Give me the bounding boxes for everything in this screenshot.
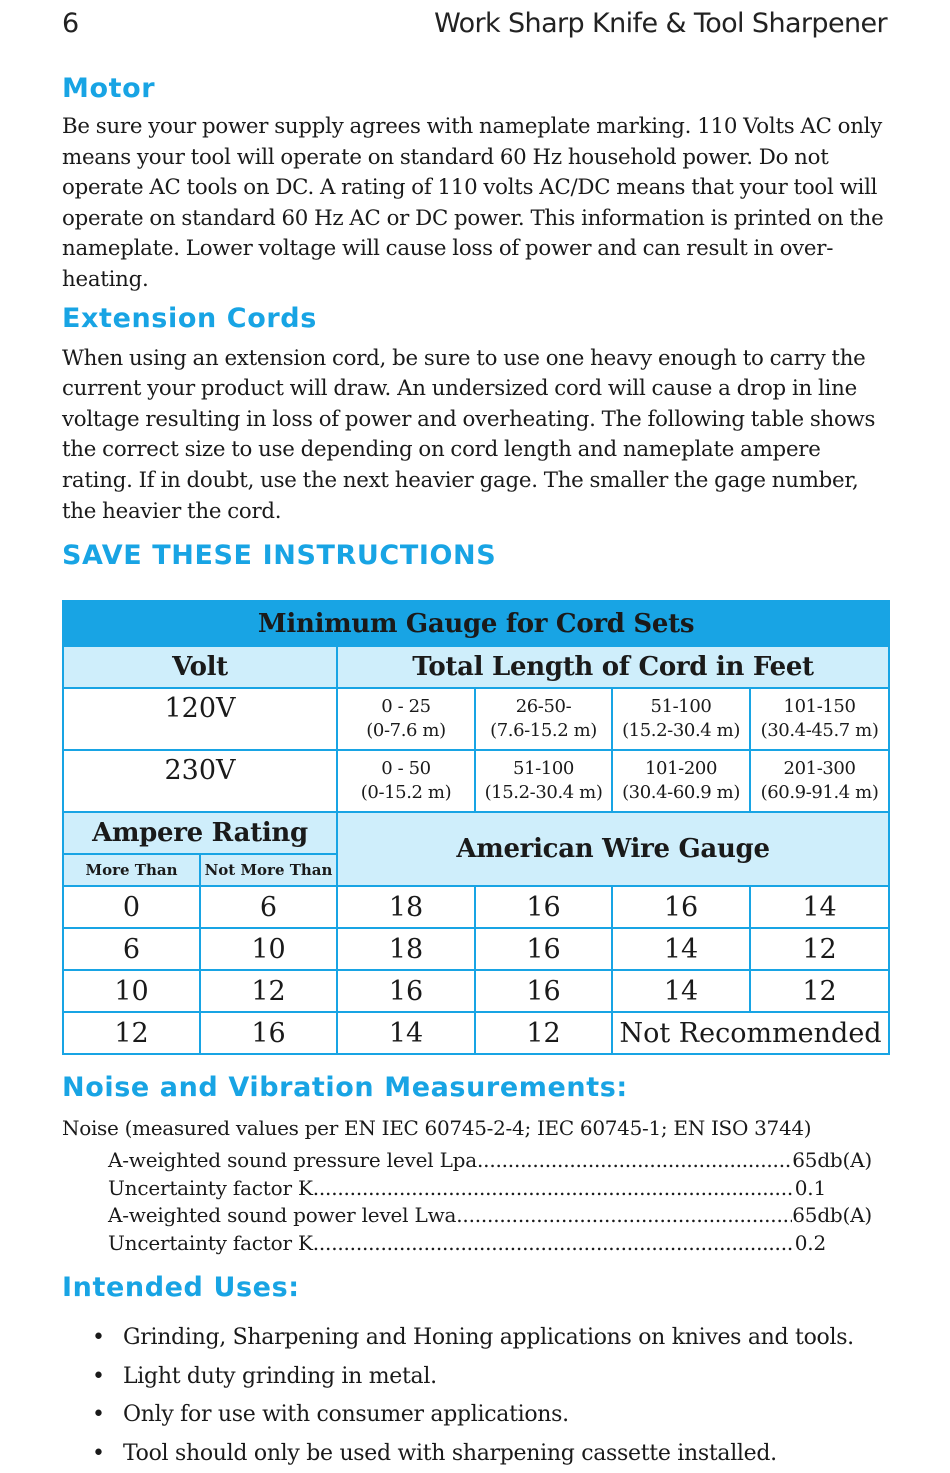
noise-intro: Noise (measured values per EN IEC 60745-2-4; IEC 60745-1; EN ISO 3744) xyxy=(62,1116,812,1141)
table-row xyxy=(63,886,889,928)
list-item xyxy=(62,1319,892,1358)
bullet-icon: • xyxy=(92,1325,105,1351)
page-header xyxy=(62,8,887,48)
list-item-text: Light duty grinding in metal. xyxy=(123,1363,437,1389)
list-item-text: Only for use with consumer applications. xyxy=(123,1402,569,1428)
measurement-row xyxy=(108,1202,872,1230)
list-item xyxy=(62,1396,892,1435)
gauge-cell: 14 xyxy=(337,1012,475,1054)
measurement-row xyxy=(108,1230,826,1258)
length-feet: 51-100 xyxy=(650,696,712,718)
length-header: Total Length of Cord in Feet xyxy=(337,646,889,688)
dot-leader xyxy=(313,1175,795,1203)
gauge-cell: 14 xyxy=(750,886,889,928)
gauge-cell: 18 xyxy=(337,928,475,970)
length-cell xyxy=(750,688,889,750)
more-than-cell: 10 xyxy=(63,970,200,1012)
list-item xyxy=(62,1358,892,1397)
measurement-value: 0.1 xyxy=(794,1175,826,1200)
length-feet: 201-300 xyxy=(783,758,856,780)
dot-leader xyxy=(477,1147,792,1175)
measurement-value: 0.2 xyxy=(794,1230,826,1255)
gauge-cell: 12 xyxy=(475,1012,612,1054)
not-more-than-cell: 6 xyxy=(200,886,337,928)
length-meters: (0-7.6 m) xyxy=(366,720,446,742)
measurement-value: 65db(A) xyxy=(792,1203,872,1228)
table-row xyxy=(63,1012,889,1054)
awg-header: American Wire Gauge xyxy=(337,812,889,886)
measurement-label: Uncertainty factor K xyxy=(108,1230,313,1255)
length-meters: (7.6-15.2 m) xyxy=(490,720,597,742)
motor-heading: Motor xyxy=(62,73,156,104)
length-feet: 101-150 xyxy=(783,696,856,718)
length-meters: (15.2-30.4 m) xyxy=(484,782,603,804)
gauge-cell: 12 xyxy=(750,970,889,1012)
length-meters: (15.2-30.4 m) xyxy=(622,720,740,742)
not-recommended-cell: Not Recommended xyxy=(612,1012,889,1054)
gauge-cell: 16 xyxy=(337,970,475,1012)
more-than-cell: 12 xyxy=(63,1012,200,1054)
measurement-label: A-weighted sound power level Lwa xyxy=(108,1203,457,1228)
gauge-cell: 16 xyxy=(475,928,612,970)
more-than-header: More Than xyxy=(63,854,200,886)
bullet-icon: • xyxy=(92,1402,105,1428)
bullet-icon: • xyxy=(92,1440,105,1466)
length-cell xyxy=(612,688,750,750)
gauge-cell: 12 xyxy=(750,928,889,970)
length-cell xyxy=(612,750,750,812)
list-item-text: Grinding, Sharpening and Honing applications on knives and tools. xyxy=(123,1325,854,1351)
more-than-cell: 6 xyxy=(63,928,200,970)
not-more-than-cell: 10 xyxy=(200,928,337,970)
length-feet: 0 - 25 xyxy=(381,696,431,718)
not-more-than-cell: 16 xyxy=(200,1012,337,1054)
gauge-cell: 16 xyxy=(475,886,612,928)
measurement-label: Uncertainty factor K xyxy=(108,1175,313,1200)
list-item xyxy=(62,1435,892,1473)
cord-gauge-table xyxy=(62,600,890,1055)
more-than-cell: 0 xyxy=(63,886,200,928)
page-content xyxy=(62,70,892,1473)
gauge-cell: 14 xyxy=(612,970,750,1012)
table-title: Minimum Gauge for Cord Sets xyxy=(63,601,889,646)
length-cell xyxy=(475,688,612,750)
table-row xyxy=(63,750,889,812)
gauge-cell: 16 xyxy=(612,886,750,928)
length-cell xyxy=(337,750,475,812)
running-title: Work Sharp Knife & Tool Sharpener xyxy=(434,8,887,39)
length-cell xyxy=(337,688,475,750)
voltage-cell: 120V xyxy=(63,688,337,750)
measurement-label: A-weighted sound pressure level Lpa xyxy=(108,1148,477,1173)
volt-header: Volt xyxy=(63,646,337,688)
extension-cords-heading: Extension Cords xyxy=(62,302,317,334)
length-cell xyxy=(475,750,612,812)
bullet-icon: • xyxy=(92,1363,105,1389)
table-row xyxy=(63,928,889,970)
dot-leader xyxy=(313,1230,795,1258)
list-item-text: Tool should only be used with sharpening cassette installed. xyxy=(123,1440,777,1466)
intended-uses-heading: Intended Uses: xyxy=(62,1272,300,1304)
motor-paragraph: Be sure your power supply agrees with nameplate marking. 110 Volts AC only means your tool will operate on standard 60 Hz household power. Do not operate AC tools on DC. A rating of 110 volts AC/DC means that your tool will operate on standard 60 Hz AC or DC power. This information is printed on the nameplate. Lower voltage will cause loss of power and can result in over-heating. xyxy=(62,114,884,292)
dot-leader xyxy=(456,1202,792,1230)
length-meters: (30.4-60.9 m) xyxy=(622,782,740,804)
length-cell xyxy=(750,750,889,812)
measurement-row xyxy=(108,1175,826,1203)
gauge-cell: 14 xyxy=(612,928,750,970)
length-meters: (0-15.2 m) xyxy=(360,782,452,804)
voltage-cell: 230V xyxy=(63,750,337,812)
intended-uses-list xyxy=(62,1319,892,1473)
length-feet: 0 - 50 xyxy=(381,758,431,780)
not-more-than-cell: 12 xyxy=(200,970,337,1012)
length-meters: (60.9-91.4 m) xyxy=(760,782,879,804)
table-row xyxy=(63,688,889,750)
gauge-cell: 16 xyxy=(475,970,612,1012)
extension-cords-paragraph: When using an extension cord, be sure to use one heavy enough to carry the current your product will draw. An undersized cord will cause a drop in line voltage resulting in loss of power and overheating. The following table shows the correct size to use depending on cord length and nameplate ampere rating. If in doubt, use the next heavier gage. The smaller the gage number, the heavier the cord. xyxy=(62,345,876,524)
measurement-value: 65db(A) xyxy=(792,1148,872,1173)
measurement-row xyxy=(108,1147,872,1175)
noise-heading: Noise and Vibration Measurements: xyxy=(62,1072,628,1104)
length-feet: 51-100 xyxy=(513,758,574,780)
table-row xyxy=(63,970,889,1012)
measurements-list xyxy=(108,1147,892,1257)
page-number: 6 xyxy=(62,8,80,39)
gauge-cell: 18 xyxy=(337,886,475,928)
length-feet: 101-200 xyxy=(645,758,717,780)
length-meters: (30.4-45.7 m) xyxy=(760,720,879,742)
ampere-rating-header: Ampere Rating xyxy=(63,812,337,854)
save-instructions-heading: SAVE THESE INSTRUCTIONS xyxy=(62,540,497,572)
not-more-than-header: Not More Than xyxy=(200,854,337,886)
length-feet: 26-50- xyxy=(515,696,572,718)
